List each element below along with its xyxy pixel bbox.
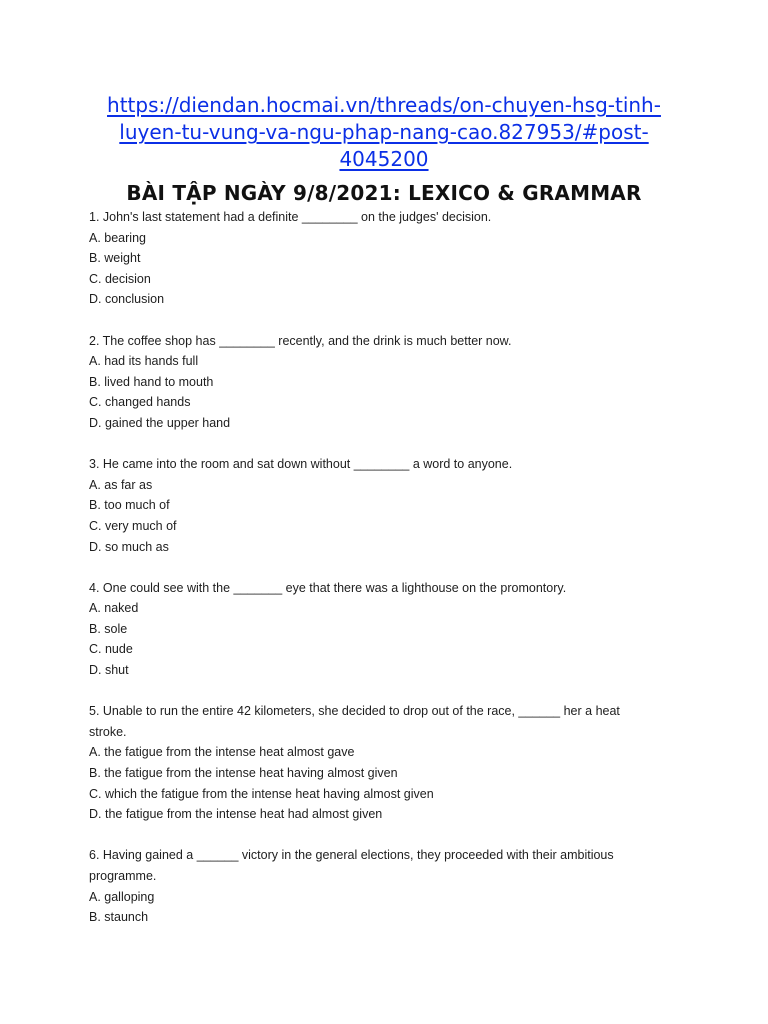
question-stem: [89, 454, 689, 475]
option-a: A. galloping: [89, 889, 155, 904]
source-link-line-3[interactable]: 4045200: [339, 147, 429, 171]
question-stem: [89, 701, 689, 742]
option-c: C. which the fatigue from the intense heat having almost given: [89, 786, 434, 801]
question-stem-line: 2. The coffee shop has ________ recently, and the drink is much better now.: [89, 333, 512, 348]
option-a: A. the fatigue from the intense heat almost gave: [89, 745, 355, 760]
question-4: [89, 578, 689, 681]
question-3: [89, 454, 689, 557]
exercise-title: BÀI TẬP NGÀY 9/8/2021: LEXICO & GRAMMAR: [126, 181, 642, 205]
option-d: D. the fatigue from the intense heat had almost given: [89, 807, 383, 822]
option-a: A. as far as: [89, 477, 153, 492]
option-c: C. changed hands: [89, 395, 191, 410]
question-1: [89, 207, 689, 310]
question-2: [89, 331, 689, 434]
option-c: C. decision: [89, 271, 151, 286]
option-c: C. nude: [89, 642, 133, 657]
question-stem-line: 3. He came into the room and sat down without ________ a word to anyone.: [89, 457, 513, 472]
source-link[interactable]: [60, 92, 708, 173]
option-d: D. so much as: [89, 539, 169, 554]
question-stem: [89, 578, 689, 599]
option-a: A. naked: [89, 601, 139, 616]
option-d: D. conclusion: [89, 292, 165, 307]
question-stem-line: 6. Having gained a ______ victory in the general elections, they proceeded with their ambitious: [89, 848, 614, 863]
question-list: [89, 207, 689, 948]
option-b: B. too much of: [89, 498, 170, 513]
option-b: B. sole: [89, 621, 128, 636]
option-d: D. gained the upper hand: [89, 415, 231, 430]
option-c: C. very much of: [89, 518, 177, 533]
question-stem-line: 4. One could see with the _______ eye that there was a lighthouse on the promontory.: [89, 580, 567, 595]
question-stem-line: programme.: [89, 869, 157, 883]
question-stem-line: stroke.: [89, 724, 127, 739]
option-a: A. bearing: [89, 230, 146, 245]
option-a: A. had its hands full: [89, 354, 199, 369]
question-stem-line: 1. John's last statement had a definite ________ on the judges' decision.: [89, 210, 492, 224]
option-b: B. the fatigue from the intense heat having almost given: [89, 766, 398, 781]
question-stem-line: 5. Unable to run the entire 42 kilometers, she decided to drop out of the race, ______ her a heat: [89, 704, 620, 719]
question-5: [89, 701, 689, 825]
question-stem: [89, 845, 689, 886]
source-link-line-1[interactable]: https://diendan.hocmai.vn/threads/on-chuyen-hsg-tinh-: [107, 93, 661, 117]
option-b: B. lived hand to mouth: [89, 374, 214, 389]
option-d: D. shut: [89, 663, 129, 678]
question-stem: [89, 331, 689, 352]
question-stem: [89, 207, 689, 228]
question-6: [89, 845, 689, 927]
option-b: B. staunch: [89, 910, 149, 925]
option-b: B. weight: [89, 251, 141, 266]
source-link-line-2[interactable]: luyen-tu-vung-va-ngu-phap-nang-cao.827953/#post-: [119, 120, 649, 144]
